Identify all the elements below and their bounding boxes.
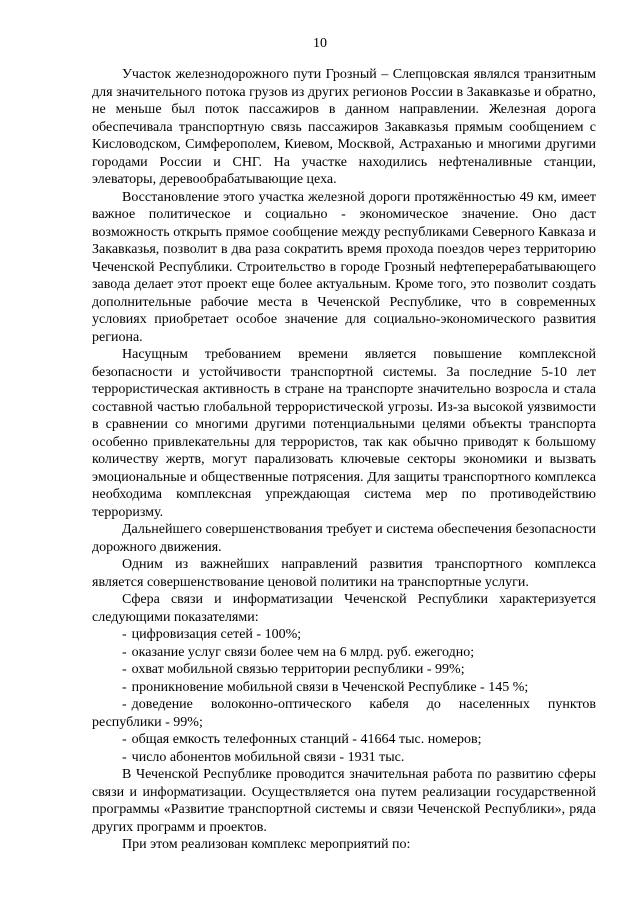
- document-body: [92, 66, 596, 854]
- paragraph-road-safety: Дальнейшего совершенствования требует и система обеспечения безопасности дорожного движения.: [92, 522, 596, 555]
- list-dash: -: [122, 679, 127, 695]
- list-item-text: доведение волоконно-оптического кабеля до населенных пунктов республики - 99%;: [92, 697, 596, 730]
- list-item: [92, 749, 596, 767]
- list-dash: -: [122, 749, 127, 765]
- list-dash: -: [122, 627, 127, 642]
- list-dash: -: [122, 732, 127, 747]
- list-item: [92, 679, 596, 697]
- list-item: [92, 661, 596, 679]
- list-item-text: проникновение мобильной связи в Чеченской Республике - 145 %;: [131, 679, 529, 695]
- paragraph-telecom-program: В Чеченской Республике проводится значительная работа по развитию сферы связи и информатизации. Осуществляется она путем реализации государственной программы «Развитие транспортной системы и связи Чеченской Республики», ряда других программ и проектов.: [92, 767, 596, 835]
- list-item: [92, 626, 596, 644]
- paragraph-measures-intro: При этом реализован комплекс мероприятий по:: [122, 837, 411, 852]
- paragraph-telecom-intro: Сфера связи и информатизации Чеченской Республики характеризуется следующими показателями:: [92, 592, 596, 625]
- list-item-text: общая емкость телефонных станций - 41664 тыс. номеров;: [131, 732, 482, 747]
- list-item-text: оказание услуг связи более чем на 6 млрд. руб. ежегодно;: [131, 644, 475, 660]
- list-item: [92, 731, 596, 749]
- list-dash: -: [122, 697, 127, 712]
- paragraph-railway-restoration: Восстановление этого участка железной дороги протяжённостью 49 км, имеет важное политическое и социально - экономическое значение. Оно даст возможность открыть прямое сообщение между республиками Северного Кавказа и Закавказья, позволит в два раза сократить время прохода поездов через территорию Чеченской Республики. Строительство в городе Грозный нефтеперерабатывающего завода делает этот проект еще более актуальным. Кроме того, это позволит создать дополнительные рабочие места в Чеченской Республике, что в современных условиях приобретает особое значение для социально-экономического развития региона.: [92, 189, 596, 345]
- list-dash: -: [122, 662, 127, 677]
- paragraph-railway-section: Участок железнодорожного пути Грозный – Слепцовская являлся транзитным для значительного потока грузов из других регионов России в Закавказье и обратно, не меньше был поток пассажиров в данном направлении. Железная дорога обеспечивала транспортную связь пассажиров Закавказья прямым сообщением с Кисловодском, Симферополем, Киевом, Москвой, Астраханью и многими другими городами России и СНГ. На участке находились нефтеналивные станции, элеваторы, деревообрабатывающие цеха.: [92, 67, 596, 187]
- list-item-text: цифровизация сетей - 100%;: [131, 627, 302, 642]
- list-item: [92, 696, 596, 731]
- paragraph-pricing-policy: Одним из важнейших направлений развития транспортного комплекса является совершенствование ценовой политики на транспортные услуги.: [92, 557, 596, 590]
- page-number: 10: [313, 36, 327, 51]
- list-item-text: охват мобильной связью территории республики - 99%;: [131, 662, 465, 677]
- list-item-text: число абонентов мобильной связи - 1931 тыс.: [131, 749, 405, 765]
- paragraph-transport-security: Насущным требованием времени является повышение комплексной безопасности и устойчивости транспортной системы. За последние 5-10 лет террористическая активность в стране на транспорте значительно возросла и стала составной частью глобальной террористической угрозы. Из-за высокой уязвимости в сравнении со многими другими потенциальными целями объекты транспорта особенно привлекательны для террористов, так как обычно приводят к большому количеству жертв, могут парализовать ключевые секторы экономики и вызвать эмоциональные и общественные потрясения. Для защиты транспортного комплекса необходима комплексная упреждающая система мер по противодействию терроризму.: [92, 347, 596, 520]
- list-dash: -: [122, 644, 127, 660]
- list-item: [92, 644, 596, 662]
- telecom-indicators-list: [92, 626, 596, 766]
